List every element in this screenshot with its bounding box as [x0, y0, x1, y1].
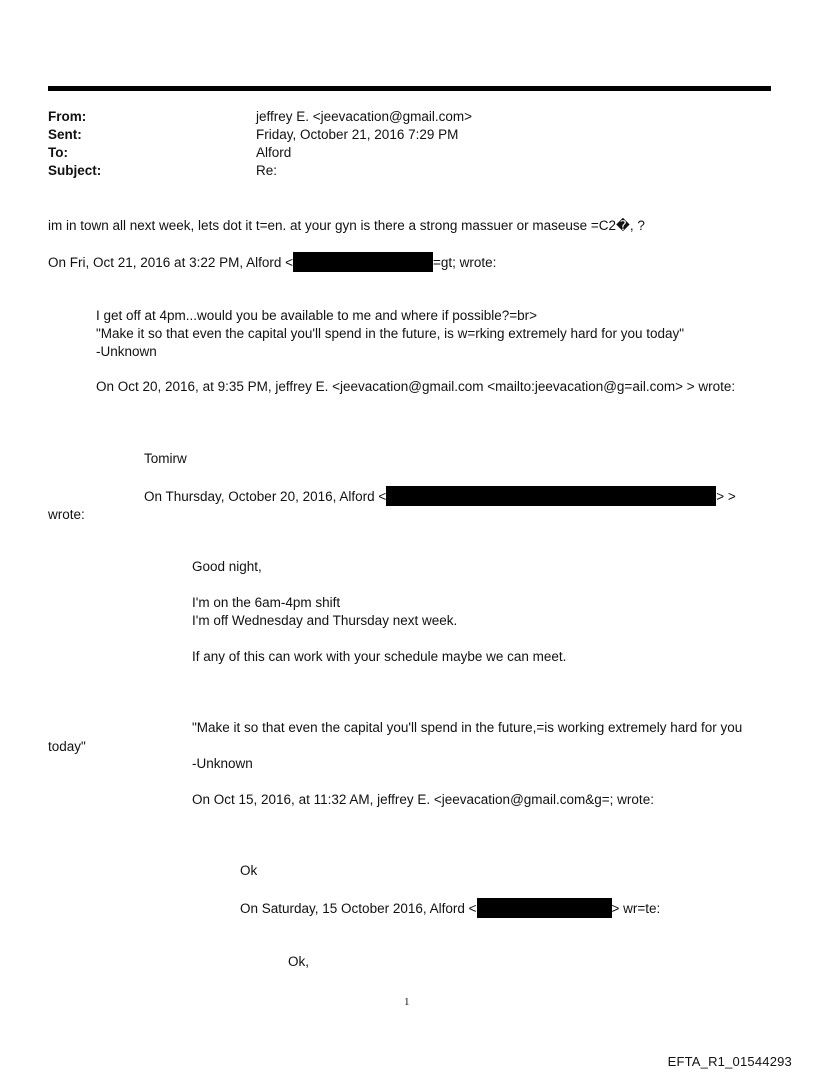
page-number: 1 — [404, 996, 410, 1008]
quoted-line: I'm off Wednesday and Thursday next week. — [192, 613, 458, 628]
quote-header: On Oct 15, 2016, at 11:32 AM, jeffrey E. <jeevacation@gmail.com&g=; wrote: — [192, 792, 654, 807]
to-label: To: — [48, 145, 68, 160]
quoted-line: -Unknown — [192, 756, 253, 771]
quoted-line: Ok — [240, 863, 258, 878]
quoted-line: I get off at 4pm...would you be available to me and where if possible?=br> — [96, 308, 538, 323]
quote-header: wrote: — [48, 507, 85, 522]
quote-header — [240, 898, 660, 918]
from-value: jeffrey E. <jeevacation@gmail.com> — [256, 109, 473, 124]
quote-header-text: On Thursday, October 20, 2016, Alford < — [144, 489, 387, 504]
quote-header-text: On Fri, Oct 21, 2016 at 3:22 PM, Alford < — [48, 255, 293, 270]
quoted-line: Ok, — [288, 954, 310, 969]
quoted-line: today" — [48, 739, 86, 754]
redaction-bar — [293, 252, 433, 272]
quote-header-text: > > — [716, 489, 736, 504]
quote-header — [48, 252, 496, 272]
header-rule — [48, 86, 771, 91]
quoted-line: "Make it so that even the capital you'll spend in the future, is w=rking extremely hard for you today" — [96, 326, 685, 341]
body-line: im in town all next week, lets dot it t=en. at your gyn is there a strong massuer or maseuse =C2�, ? — [48, 218, 645, 233]
quoted-line: If any of this can work with your schedule maybe we can meet. — [192, 649, 567, 664]
quote-header-text: On Saturday, 15 October 2016, Alford < — [240, 901, 477, 916]
quoted-line: Good night, — [192, 559, 262, 574]
quoted-line: I'm on the 6am-4pm shift — [192, 595, 341, 610]
quoted-line: Tomirw — [144, 451, 187, 466]
redaction-bar — [386, 486, 716, 506]
to-value: Alford — [256, 145, 292, 160]
from-label: From: — [48, 109, 87, 124]
quote-header: On Oct 20, 2016, at 9:35 PM, jeffrey E. <jeevacation@gmail.com <mailto:jeevacation@g=ail.com> > wrote: — [96, 379, 736, 394]
sent-value: Friday, October 21, 2016 7:29 PM — [256, 127, 459, 142]
quoted-line: "Make it so that even the capital you'll spend in the future,=is working extremely hard for you — [192, 720, 743, 735]
quote-header-text: =gt; wrote: — [433, 255, 497, 270]
quote-header — [144, 486, 736, 506]
subject-value: Re: — [256, 163, 278, 178]
redaction-bar — [477, 898, 612, 918]
document-id: EFTA_R1_01544293 — [667, 1054, 792, 1069]
subject-label: Subject: — [48, 163, 102, 178]
quote-header-text: > wr=te: — [611, 901, 661, 916]
sent-label: Sent: — [48, 127, 82, 142]
quoted-line: -Unknown — [96, 344, 157, 359]
